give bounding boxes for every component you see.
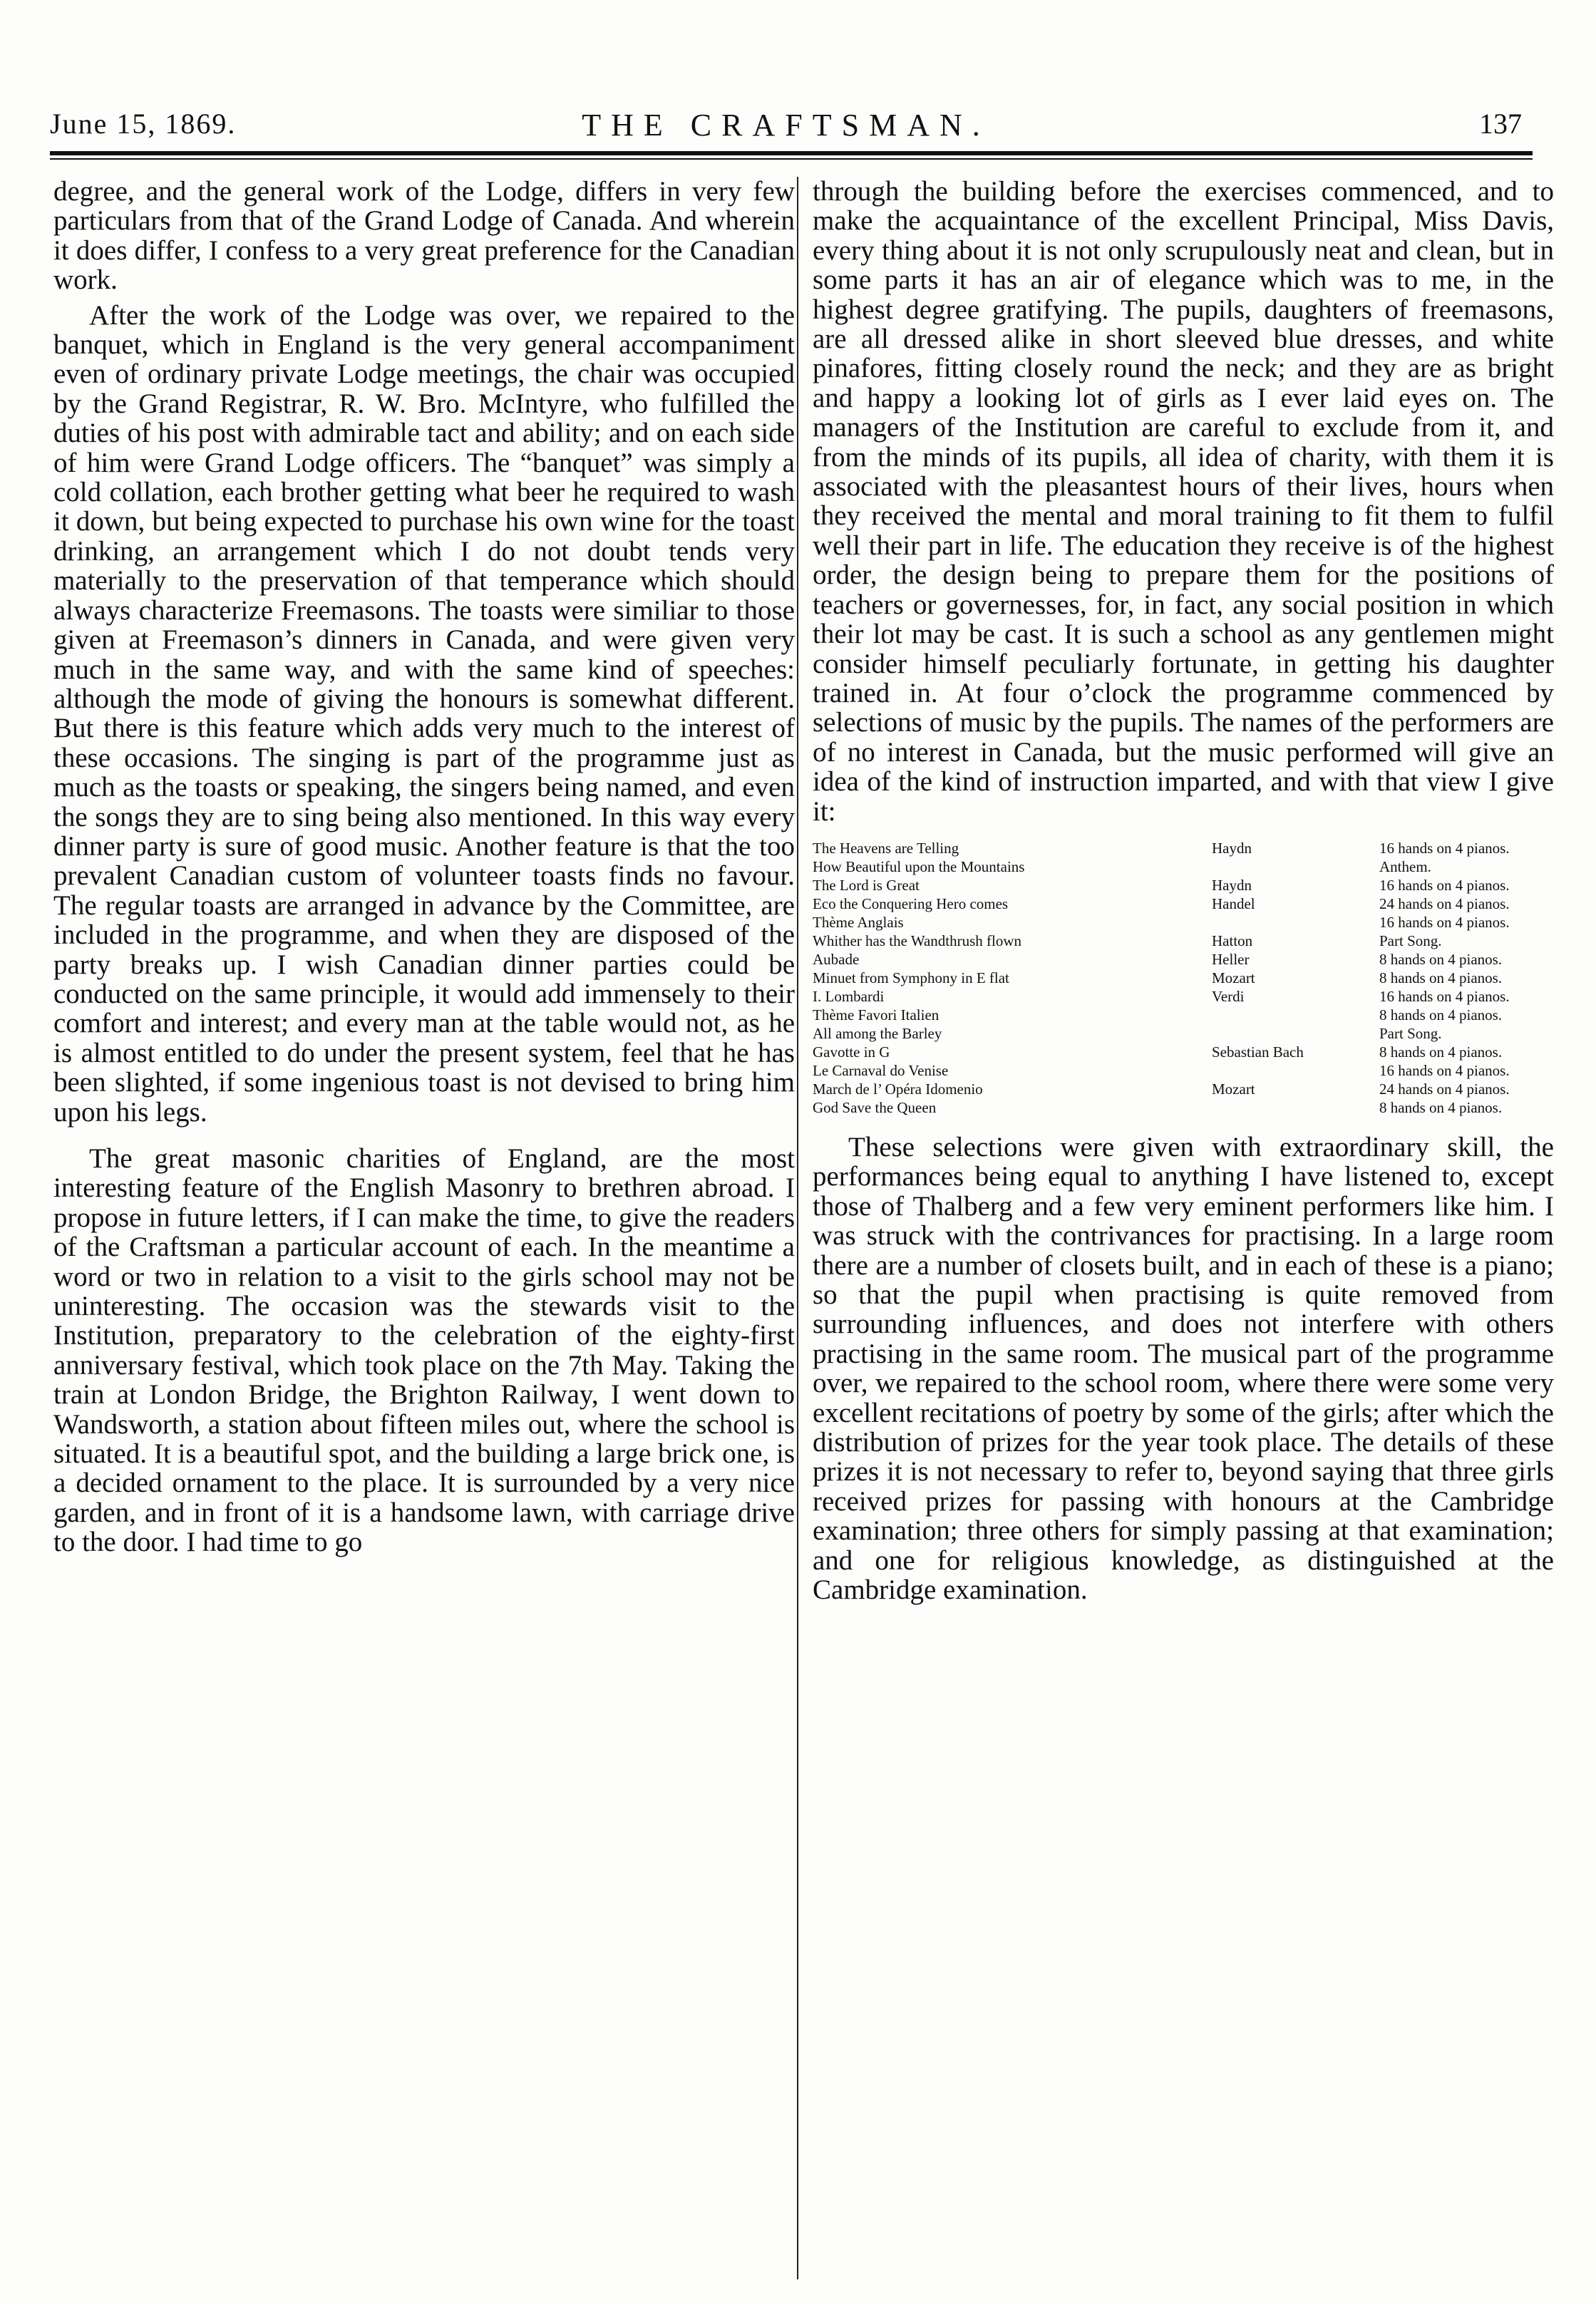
publication-title: THE CRAFTSMAN. — [582, 108, 990, 143]
programme-arrangement: 8 hands on 4 pianos. — [1379, 1006, 1503, 1023]
programme-item — [813, 1061, 1554, 1080]
column-divider — [797, 177, 798, 2279]
programme-title: I. Lombardi — [813, 987, 885, 1005]
programme-composer — [1212, 1024, 1379, 1043]
programme-arrangement: 8 hands on 4 pianos. — [1379, 950, 1503, 968]
programme-title: Thème Anglais — [813, 913, 904, 931]
right-column — [813, 177, 1554, 1604]
programme-arrangement: 8 hands on 4 pianos. — [1379, 969, 1503, 986]
article-paragraph: through the building before the exercises commenced, and to make the acquaintance of the excellent Principal, Miss Davis, every thing about it is not only scrupulously neat and clean, but in some parts it has an air of elegance which was to me, in the highest degree gratifying. The pupils, daughters of freemasons, are all dressed alike in short sleeved blue dresses, and white pinafores, fitting closely round the neck; and they are as bright and happy a looking lot of girls as I ever laid eyes on. The managers of the Institution are careful to exclude from it, and from the minds of its pupils, all idea of charity, with them it is associated with the pleasantest hours of their lives, hours when they received the mental and moral training to fit them to fulfil well their part in life. The education they receive is of the highest order, the design being to prepare them for the positions of teachers or governesses, for, in fact, any social position in which their lot may be cast. It is such a school as any gentlemen might consider himself peculiarly fortunate, in getting his daughter trained in. At four o’clock the programme commenced by selections of music by the pupils. The names of the performers are of no interest in Canada, but the music performed will give an idea of the kind of instruction imparted, and with that view I give it: — [813, 176, 1554, 827]
programme-arrangement: Anthem. — [1379, 857, 1431, 875]
programme-composer — [1212, 1098, 1379, 1117]
programme-title: Gavotte in G — [813, 1043, 890, 1061]
programme-title: The Lord is Great — [813, 876, 920, 894]
programme-arrangement: 24 hands on 4 pianos. — [1379, 1080, 1510, 1098]
programme-arrangement: Part Song. — [1379, 932, 1442, 949]
programme-item — [813, 1043, 1554, 1061]
running-head — [50, 107, 1522, 150]
programme-title: The Heavens are Telling — [813, 839, 959, 857]
programme-title: All among the Barley — [813, 1024, 942, 1042]
programme-item — [813, 876, 1554, 894]
programme-title: Minuet from Symphony in E flat — [813, 969, 1009, 986]
programme-arrangement: 16 hands on 4 pianos. — [1379, 913, 1510, 931]
programme-composer — [1212, 1061, 1379, 1080]
programme-item — [813, 987, 1554, 1006]
header-rule — [50, 151, 1533, 155]
programme-title: How Beautiful upon the Mountains — [813, 857, 1025, 875]
issue-date: June 15, 1869. — [50, 108, 237, 140]
programme-composer: Handel — [1212, 894, 1255, 912]
programme-arrangement: 8 hands on 4 pianos. — [1379, 1098, 1503, 1116]
programme-arrangement: 16 hands on 4 pianos. — [1379, 987, 1510, 1005]
programme-composer — [1212, 913, 1379, 932]
article-paragraph: After the work of the Lodge was over, we repaired to the banquet, which in England is the very general accompaniment even of ordinary private Lodge meetings, the chair was occupied by the Grand Registrar, R. W. Bro. McIntyre, who fulfilled the duties of his post with admirable tact and ability; and on each side of him were Grand Lodge officers. The “banquet” was simply a cold collation, each brother getting what beer he required to wash it down, but being expected to purchase his own wine for the toast drinking, an arrangement which I do not doubt tends very materially to the preservation of that temperance which should always characterize Freemasons. The toasts were similiar to those given at Freemason’s dinners in Canada, and were given very much in the same way, and with the same kind of speeches: although the mode of giving the honours is somewhat different. But there is this feature which adds very much to the interest of these occasions. The singing is part of the programme just as much as the toasts or speaking, the singers being named, and even the songs they are to sing being also mentioned. In this way every dinner party is sure of good music. Another feature is that the too prevalent Canadian custom of volunteer toasts finds no favour. The regular toasts are arranged in advance by the Committee, are included in the programme, and when they are disposed of the party breaks up. I wish Canadian dinner parties could be conducted on the same principle, it would add immensely to their comfort and interest; and every man at the table would not, as he is almost entitled to do under the present system, feel that he has been slighted, if some ingenious toast is not devised to bring him upon his legs. — [53, 299, 795, 1128]
programme-composer: Mozart — [1212, 1080, 1255, 1098]
programme-title: March de l’ Opéra Idomenio — [813, 1080, 983, 1098]
programme-title: Eco the Conquering Hero comes — [813, 894, 1009, 912]
programme-composer: Heller — [1212, 950, 1250, 968]
page-number: 137 — [1479, 108, 1522, 140]
article-paragraph: The great masonic charities of England, are the most interesting feature of the English Masonry to brethren abroad. I propose in future letters, if I can make the time, to give the readers of the Craftsman a particular account of each. In the meantime a word or two in relation to a visit to the girls school may not be uninteresting. The occasion was the stewards visit to the Institution, preparatory to the celebration of the eighty-first anniversary festival, which took place on the 7th May. Taking the train at London Bridge, the Brighton Railway, I went down to Wandsworth, a station about fifteen miles out, where the school is situated. It is a beautiful spot, and the building a large brick one, is a decided ornament to the place. It is surrounded by a very nice garden, and in front of it is a handsome lawn, with carriage drive to the door. I had time to go — [53, 1143, 795, 1558]
programme-item — [813, 839, 1554, 857]
programme-arrangement: 16 hands on 4 pianos. — [1379, 876, 1510, 894]
programme-arrangement: 8 hands on 4 pianos. — [1379, 1043, 1503, 1061]
programme-composer: Haydn — [1212, 839, 1252, 857]
programme-item — [813, 913, 1554, 932]
left-column — [53, 177, 795, 1557]
programme-arrangement: 16 hands on 4 pianos. — [1379, 1061, 1510, 1079]
programme-composer — [1212, 857, 1379, 876]
programme-item — [813, 1098, 1554, 1117]
programme-item — [813, 1080, 1554, 1098]
programme-item — [813, 969, 1554, 987]
programme-composer — [1212, 1006, 1379, 1024]
article-paragraph: These selections were given with extraordinary skill, the performances being equal to anything I have listened to, except those of Thalberg and a few very eminent performers like him. I was struck with the contrivances for practising. In a large room there are a number of closets built, and in each of these is a piano; so that the pupil when practising is quite removed from surrounding influences, and does not interfere with others practising in the same room. The musical part of the programme over, we repaired to the school room, where there were some very excellent recitations of poetry by some of the girls; after which the distribution of prizes for the year took place. The details of these prizes it is not necessary to refer to, beyond saying that three girls received prizes for passing with honours at the Cambridge examination; three others for simply passing at that examination; and one for religious knowledge, as distinguished at the Cambridge examination. — [813, 1131, 1554, 1606]
programme-composer: Hatton — [1212, 932, 1253, 949]
programme-item — [813, 932, 1554, 950]
programme-item — [813, 894, 1554, 913]
programme-item — [813, 1024, 1554, 1043]
programme-arrangement: Part Song. — [1379, 1024, 1442, 1042]
programme-title: Le Carnaval do Venise — [813, 1061, 949, 1079]
programme-arrangement: 16 hands on 4 pianos. — [1379, 839, 1510, 857]
header-rule-thin — [50, 158, 1533, 160]
programme-title: God Save the Queen — [813, 1098, 937, 1116]
article-paragraph: degree, and the general work of the Lodge, differs in very few particulars from that of the Grand Lodge of Canada. And wherein it does differ, I confess to a very great preference for the Canadian work. — [53, 176, 795, 296]
music-programme-list — [813, 839, 1554, 1117]
programme-title: Whither has the Wandthrush flown — [813, 932, 1022, 949]
programme-item — [813, 857, 1554, 876]
programme-composer: Sebastian Bach — [1212, 1043, 1304, 1061]
programme-item — [813, 1006, 1554, 1024]
programme-composer: Mozart — [1212, 969, 1255, 986]
programme-title: Aubade — [813, 950, 860, 968]
programme-arrangement: 24 hands on 4 pianos. — [1379, 894, 1510, 912]
programme-composer: Verdi — [1212, 987, 1245, 1005]
programme-item — [813, 950, 1554, 969]
programme-title: Thème Favori Italien — [813, 1006, 939, 1023]
programme-composer: Haydn — [1212, 876, 1252, 894]
